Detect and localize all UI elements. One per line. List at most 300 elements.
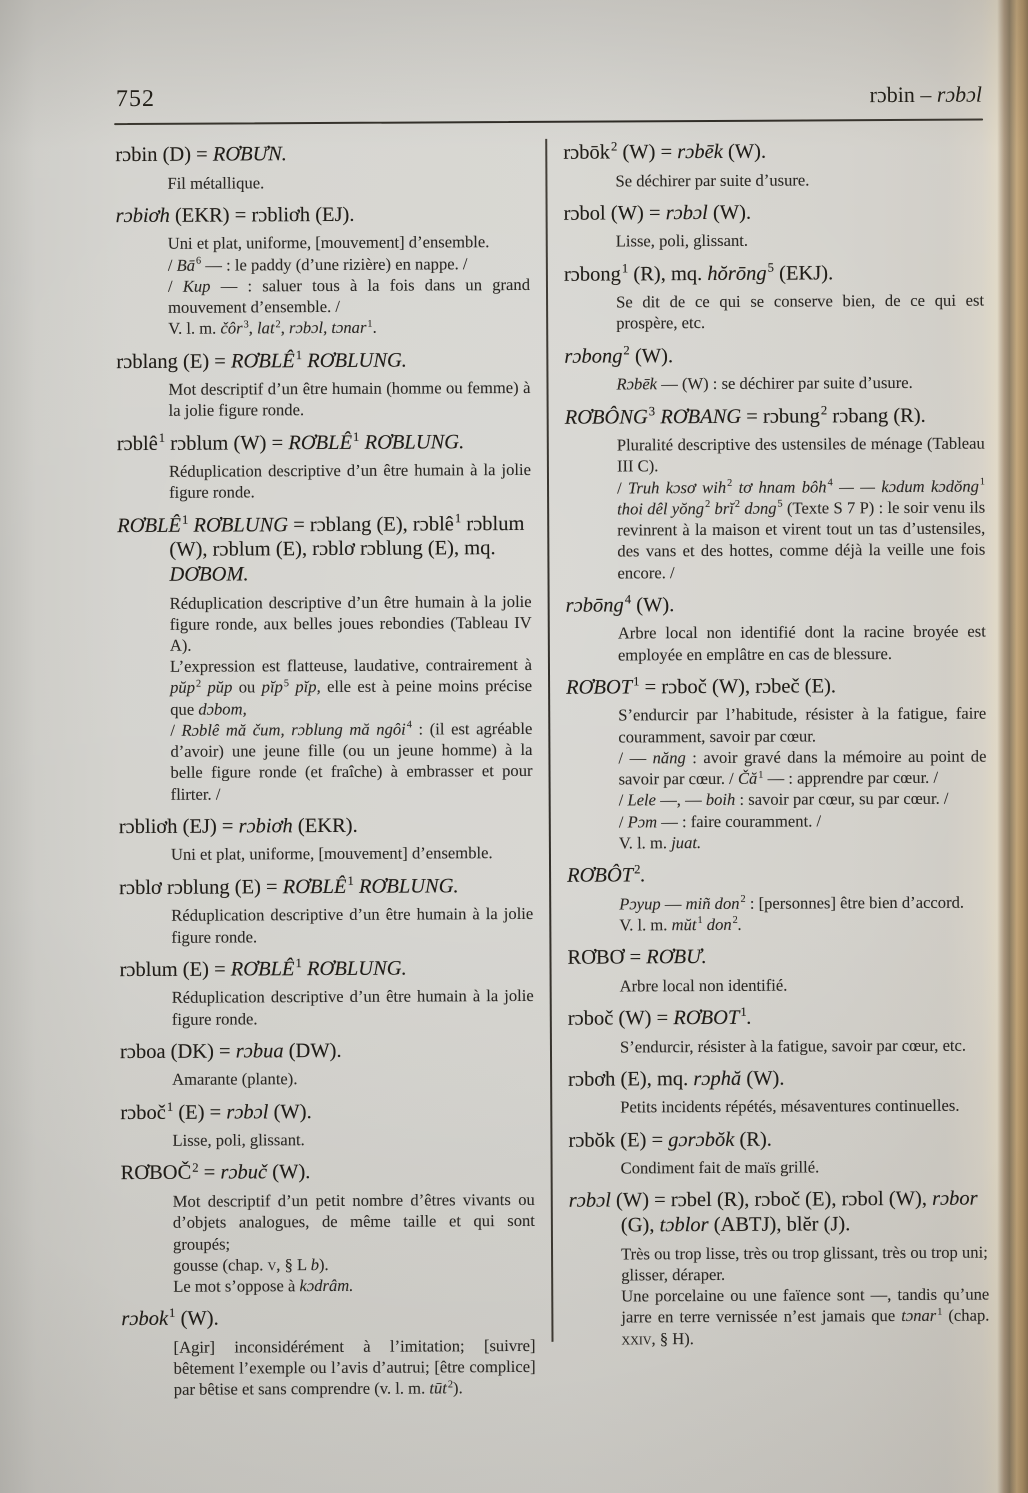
text-segment: — : faire couramment. / (657, 811, 822, 831)
text-segment: —, — (655, 790, 706, 810)
text-segment: DƠBOM. (169, 563, 249, 586)
text-segment: (chap. (942, 1305, 990, 1326)
text-segment: Arbre local non identifié. (619, 975, 788, 996)
text-segment: dɔbom, (198, 699, 247, 719)
text-segment: Se dit de ce qui se conserve bien, de ce qui est prospère, etc. (616, 290, 985, 333)
text-segment: — (660, 893, 686, 913)
entry-definition (170, 590, 532, 656)
text-segment: . (746, 1006, 752, 1029)
text-segment: RƠBLUNG (188, 513, 289, 537)
text-segment: Le mot s’oppose à (173, 1276, 300, 1296)
text-segment: Une porcelaine ou une faïence sont —, tandis qu’une jarre en terre vernissée n’est jamais que (621, 1284, 990, 1327)
text-segment: : (il est agréable d’avoir) une jeune fille (ou un jeune homme) à la belle figure ronde (et fraîche) à embrasser et pour flirter. / (170, 718, 533, 804)
text-segment: rɔbōk (563, 141, 611, 164)
entry-headword (121, 1305, 535, 1332)
text-segment: : savoir par cœur, su par cœur. / (735, 789, 949, 810)
text-segment: RƠBLUNG. (302, 349, 407, 372)
dictionary-entry (568, 1065, 988, 1118)
text-segment: 3 (243, 319, 249, 331)
entry-headword (117, 430, 531, 457)
text-segment: rɔblê (116, 432, 158, 455)
entry-definition (616, 290, 984, 334)
text-segment: brĭ (710, 498, 734, 518)
text-segment: rɔblang (E) = (116, 350, 232, 373)
dictionary-entry (116, 348, 530, 422)
text-segment: (R). (734, 1128, 772, 1151)
text-segment: — : le paddy (d’une rizière) en nappe. / (201, 253, 468, 275)
text-segment: / (618, 790, 628, 810)
text-segment: rɔbong (564, 345, 623, 368)
entry-headword (116, 202, 530, 229)
text-segment: v (267, 1255, 277, 1275)
running-head (870, 82, 983, 109)
text-segment: Pɔyup (619, 893, 661, 914)
text-segment: rɔblum (W) = (165, 431, 289, 455)
text-segment: rɔblum (E) = (119, 958, 231, 981)
dictionary-entry (121, 1159, 536, 1297)
text-segment: 1 (621, 261, 629, 276)
entry-definition (621, 1262, 989, 1285)
dictionary-entry (117, 512, 533, 805)
entry-definition (619, 912, 987, 935)
text-segment: tɔblor (659, 1214, 709, 1237)
dictionary-entry (568, 1126, 988, 1179)
text-segment: = rɔblang (E), rɔblê (287, 513, 454, 536)
entry-definition (168, 253, 530, 276)
text-segment: Réduplication descriptive d’un être humain à la jolie figure ronde, aux belles joues rebondies (Tableau IV A). (169, 591, 532, 655)
text-segment: [Agir] inconsidérément à l’imitation; [suivre] bêtement l’exemple ou l’avis d’autrui; [être complice] par bêtise et sans comprendre (v. l. m. (173, 1335, 536, 1400)
text-segment: , (280, 318, 290, 338)
page-header (116, 82, 982, 114)
text-segment: Pɔm (627, 811, 658, 832)
text-segment: ). (318, 1254, 329, 1274)
text-segment: V. l. m. (619, 915, 672, 935)
text-segment: Mot descriptif d’un petit nombre d’êtres vivants ou d’objets analogues, de même taille et qui sont groupés; (172, 1189, 535, 1254)
text-segment: boih (705, 790, 736, 810)
text-segment: pĭp, (288, 677, 321, 697)
entry-definition (170, 718, 532, 805)
entry-definition (621, 1156, 989, 1179)
text-segment: rɔbor (932, 1188, 978, 1211)
text-segment: 2 (705, 499, 711, 511)
text-segment: 1 (740, 1004, 747, 1019)
text-segment: 1 (158, 430, 166, 445)
text-segment: Truh kɔsơ wih (627, 477, 727, 498)
text-segment: : avoir gravé dans la mémoire au point de savoir par cœur. / (618, 746, 987, 789)
text-segment: RƠBLUNG. (359, 430, 465, 454)
dictionary-entry (567, 862, 987, 936)
entry-headword (568, 1065, 988, 1092)
text-segment: Uni et plat, uniforme, [mouvement] d’ensemble. (170, 843, 493, 865)
dictionary-entry (564, 199, 984, 252)
text-segment: RƠBOČ (120, 1162, 192, 1185)
text-segment: 1 (166, 1099, 174, 1114)
entry-definition (172, 1067, 534, 1090)
entry-definition (168, 377, 530, 421)
column-right (563, 139, 989, 1360)
text-segment: Rɔbēk (616, 374, 658, 394)
text-segment: V. l. m. (168, 318, 221, 339)
entry-definition (620, 1034, 988, 1057)
text-segment: (W). (175, 1307, 219, 1331)
text-segment: rɔbliơh (EJ) = (118, 815, 239, 838)
text-segment: (W). (722, 140, 767, 163)
text-segment: (EKR). (292, 814, 358, 838)
entry-definition (168, 274, 530, 318)
text-segment: L’expression est flatteuse, laudative, contrairement à (169, 655, 533, 677)
text-segment: pŭp (201, 677, 233, 698)
text-segment: Petits incidents répétés, mésaventures continuelles. (620, 1096, 960, 1117)
entry-headword (119, 956, 533, 983)
text-segment: / (616, 478, 629, 498)
dictionary-entry (121, 1305, 535, 1400)
entry-headword (116, 348, 530, 375)
entry-definition (169, 459, 531, 503)
text-segment: RƠBOT (566, 676, 633, 699)
text-segment: Pluralité descriptive des ustensiles de ménage (Tableau III C). (616, 433, 985, 476)
text-segment: dɔng (739, 498, 777, 518)
text-segment: 4 (624, 592, 632, 607)
text-segment: rɔbɔl (936, 81, 983, 107)
entry-definition (619, 788, 987, 811)
text-segment: RƠBLUNG. (353, 874, 459, 898)
text-segment: Lele (627, 790, 657, 810)
entry-definition (616, 372, 984, 395)
dictionary-entry (119, 956, 533, 1030)
dictionary-entry (566, 591, 986, 665)
text-segment: (W) = (617, 141, 678, 164)
text-segment: 1 (295, 956, 302, 971)
entry-headword (568, 1126, 988, 1153)
text-segment: = (198, 1161, 221, 1185)
text-segment: 2 (623, 343, 630, 358)
text-segment: ou (232, 677, 262, 697)
text-segment: glisser, déraper. (621, 1264, 726, 1285)
text-segment: S’endurcir par l’habitude, résister à la fatigue, faire couramment, savoir par cœur. (618, 703, 987, 747)
dictionary-entry (568, 1004, 988, 1057)
entry-definition (168, 231, 530, 254)
text-segment: = rɔbung (741, 404, 820, 428)
entry-headword (565, 403, 985, 430)
text-segment: 1 (454, 511, 462, 526)
text-segment: Très ou trop lisse, très ou trop glissant, très ou trop uni; (620, 1242, 988, 1264)
dictionary-entry (115, 141, 529, 194)
text-segment: juat. (671, 832, 702, 853)
entry-definition (616, 229, 984, 252)
text-segment: don (702, 914, 732, 934)
text-segment: 2 (734, 499, 741, 511)
text-segment: rɔblơ rɔblung (E) = (119, 875, 283, 899)
entry-definition (620, 1095, 988, 1118)
entry-definition (171, 842, 533, 865)
dictionary-entry (569, 1187, 990, 1350)
entry-definition (617, 433, 985, 477)
text-segment: — — kɔdum kɔdŏng (832, 476, 979, 496)
text-segment: / (167, 255, 177, 275)
text-segment: rɔbēk (677, 140, 723, 164)
entry-definition (619, 891, 987, 914)
entry-headword (566, 591, 986, 618)
text-segment: , § L (276, 1254, 311, 1275)
text-segment: 1 (295, 347, 303, 362)
text-segment: rɔbol (W) = (563, 202, 666, 225)
text-segment: rɔboč (120, 1101, 166, 1124)
text-segment: — : apprendre par cœur. / (763, 767, 939, 788)
text-segment: rɔphă (693, 1067, 742, 1090)
text-segment: , § H). (651, 1328, 694, 1348)
text-segment: Arbre local non identifié dont la racine broyée est employée en emplâtre en cas de blessure. (617, 621, 986, 665)
text-segment: RƠBLÊ (288, 431, 353, 454)
dictionary-entry (564, 342, 984, 395)
entry-definition (173, 1274, 535, 1297)
text-segment: (W) = rɔbel (R), rɔboč (E), rɔbol (W), (610, 1188, 933, 1212)
text-segment: Kup (182, 276, 211, 296)
text-segment: 5 (283, 678, 290, 690)
text-segment: rɔbŏk (E) = (568, 1128, 669, 1152)
text-segment: rɔbong (563, 263, 621, 286)
text-segment: 1 (181, 512, 189, 527)
text-segment: RƠBLÊ (282, 875, 347, 898)
text-segment: 1 (367, 318, 373, 330)
entry-definition (172, 985, 534, 1029)
column-left (115, 141, 536, 1411)
text-segment: = rɔboč (W), rɔbeč (E). (639, 675, 837, 699)
entry-headword (564, 260, 984, 287)
text-segment: b (310, 1254, 320, 1274)
text-segment: Amarante (plante). (172, 1069, 298, 1090)
text-segment: rɔblum (W), rɔblum (E), rɔblơ rɔblung (E), mq. (169, 512, 525, 562)
text-segment: Réduplication descriptive d’un être humain à la jolie figure ronde. (168, 460, 531, 503)
text-segment: pŭp (170, 678, 196, 698)
entry-definition (618, 745, 986, 789)
text-segment: pĭp (261, 677, 283, 697)
entry-headword (119, 813, 533, 840)
text-segment: / — (618, 748, 653, 768)
text-segment: 1 (347, 873, 354, 888)
text-segment: Se déchirer par suite d’usure. (615, 170, 810, 191)
text-segment: (W). (741, 1067, 785, 1090)
entry-headword (563, 139, 983, 166)
text-segment: (DW). (283, 1039, 342, 1063)
entry-headword (568, 1004, 988, 1031)
entry-definition (619, 809, 987, 832)
text-segment: 2 (634, 862, 641, 877)
text-segment: RƠBLUNG. (301, 957, 407, 980)
text-segment: Réduplication descriptive d’un être humain à la jolie figure ronde. (171, 904, 534, 947)
text-segment: rɔbin (D) = (115, 143, 213, 167)
text-segment: năng (652, 748, 686, 768)
text-segment: 2 (727, 477, 733, 489)
text-segment: rɔbōng (565, 594, 624, 617)
text-segment: RƠBLÊ (230, 349, 295, 373)
text-segment: — (W) : se déchirer par suite d’usure. (656, 373, 913, 394)
text-segment: 1 (937, 1306, 943, 1318)
text-segment: Čă (737, 768, 758, 788)
text-segment: Mot descriptif d’un être humain (homme ou femme) à la jolie figure ronde. (168, 378, 531, 421)
text-segment: 5 (777, 498, 783, 510)
entry-headword (564, 199, 984, 226)
entry-headword (564, 342, 984, 369)
entry-definition (167, 171, 529, 194)
text-segment: Condiment fait de maïs grillé. (620, 1157, 820, 1178)
text-segment: tūt (429, 1378, 447, 1398)
dictionary-entry (564, 260, 984, 334)
column-divider (545, 139, 553, 1342)
text-segment: lat (256, 318, 275, 338)
entry-definition (621, 1284, 989, 1350)
text-segment: Lisse, poli, glissant. (172, 1130, 305, 1151)
text-segment: 2 (732, 915, 738, 927)
text-segment: (EKJ). (773, 261, 834, 285)
entry-definition (172, 1128, 534, 1151)
text-segment: kɔdrâm. (299, 1275, 354, 1296)
text-segment: rɔbuč (220, 1161, 268, 1184)
text-segment: 2 (192, 1160, 199, 1175)
text-segment: . (640, 864, 646, 887)
text-segment: miñ don (685, 893, 740, 913)
text-segment: rɔbɔl, tɔnar (288, 318, 367, 338)
text-segment: Uni et plat, uniforme, [mouvement] d’ensemble. (167, 232, 490, 254)
text-segment: 1 (352, 429, 360, 444)
entry-definition (618, 621, 986, 665)
entry-definition (621, 1241, 989, 1264)
text-segment: (W). (268, 1100, 312, 1123)
text-segment: rɔbɔl (665, 201, 708, 225)
text-segment: hŏrōng (707, 262, 767, 285)
entry-headword (115, 141, 529, 168)
text-segment: RƠBÔNG (564, 405, 648, 429)
entry-headword (566, 673, 986, 700)
dictionary-entry (119, 874, 533, 948)
entry-headword (567, 944, 987, 971)
text-segment: rɔbiơh (238, 815, 293, 838)
text-segment: rɔbiơh (115, 204, 170, 227)
entry-definition (619, 830, 987, 853)
text-segment: RƠBOT (673, 1006, 740, 1030)
text-segment: (E) = (173, 1101, 227, 1124)
text-segment: 5 (767, 260, 774, 275)
entry-headword (567, 862, 987, 889)
text-segment: 2 (610, 139, 618, 154)
text-segment: RƠBLÊ (230, 957, 295, 981)
text-segment: rɔbang (R). (827, 404, 926, 427)
entry-definition (615, 168, 983, 191)
text-segment: rɔbɔl (568, 1189, 611, 1213)
entry-definition (173, 1335, 535, 1401)
text-segment: rɔbin – (869, 81, 937, 108)
header-rule (114, 119, 983, 126)
dictionary-entry (116, 202, 531, 340)
dictionary-entry (565, 403, 986, 583)
text-segment: 2 (740, 893, 746, 905)
text-segment: xxiv (621, 1328, 652, 1349)
text-segment: 3 (648, 403, 656, 419)
text-segment: tơ hnam bôh (732, 476, 827, 497)
text-segment: . (372, 318, 377, 338)
text-segment: elle est à peine moins précise que (170, 676, 533, 719)
text-segment: thoi dêl yŏng (617, 498, 705, 519)
text-segment: RƠBƠ = (567, 946, 647, 969)
dictionary-entry (563, 139, 983, 192)
text-segment: 6 (196, 255, 202, 267)
entry-headword (569, 1187, 989, 1238)
text-segment: rɔbơh (E), mq. (568, 1067, 694, 1091)
text-segment: Réduplication descriptive d’un être humain à la jolie figure ronde. (171, 986, 534, 1029)
text-segment: Bā (176, 255, 196, 275)
text-segment: rɔbua (235, 1040, 284, 1063)
text-segment: 1 (758, 769, 764, 781)
text-segment: V. l. m. (618, 833, 672, 853)
text-segment: 2 (275, 319, 281, 331)
dictionary-entry (120, 1038, 534, 1091)
text-segment: Lisse, poli, glissant. (615, 231, 749, 251)
text-segment: RƠBLÊ (117, 514, 182, 537)
text-segment: (Texte S 7 P) : le soir venu ils revinrent à la maison et virent tout un tas d’ustensiles, des vans et des hottes, comme déjà la veille une fois encore. / (617, 497, 986, 583)
entry-headword (120, 1038, 534, 1065)
page-number: 752 (115, 85, 156, 113)
entry-headword (119, 874, 533, 901)
text-segment: Fil métallique. (167, 172, 265, 193)
entry-definition (170, 654, 532, 720)
text-segment: : [personnes] être bien d’accord. (745, 892, 965, 913)
text-segment: . (737, 914, 743, 934)
text-segment: (EKR) = rɔbliơh (EJ). (169, 203, 355, 227)
text-segment: (W). (707, 201, 752, 224)
text-segment: gousse (chap. (173, 1255, 268, 1275)
text-segment: Rɔblê mă čum, rɔblung mă ngôi (181, 719, 406, 740)
text-segment: S’endurcir, résister à la fatigue, savoir par cœur, etc. (619, 1035, 967, 1057)
text-segment: gɔrɔbŏk (668, 1128, 735, 1151)
text-segment: 1 (697, 915, 703, 927)
text-segment: 2 (820, 403, 828, 418)
entry-definition (617, 475, 986, 583)
entry-definition (173, 1253, 535, 1276)
text-segment: ). (452, 1378, 463, 1398)
text-segment: / (170, 720, 182, 740)
entry-definition (620, 973, 988, 996)
dictionary-entry (567, 944, 987, 997)
dictionary-entry (566, 673, 987, 853)
text-segment: RƠBANG (655, 405, 742, 428)
entry-definition (173, 1189, 535, 1255)
text-segment: (W). (629, 344, 674, 368)
text-segment: (ABTJ), blĕr (J). (708, 1213, 851, 1237)
entry-headword (120, 1099, 534, 1126)
entry-headword (117, 512, 531, 588)
dictionary-entry (117, 430, 531, 504)
text-segment: (G), (620, 1214, 660, 1237)
text-segment: — : saluer tous à la fois dans un grand mouvement d’ensemble. / (168, 274, 531, 317)
text-segment: 4 (827, 477, 833, 489)
text-segment: tɔnar (901, 1306, 937, 1326)
text-segment: RƠBƯN. (212, 143, 287, 166)
text-segment: (R), mq. (628, 262, 708, 286)
text-segment: / (167, 276, 183, 296)
text-segment: RƠBÔT (567, 864, 634, 887)
entry-definition (171, 903, 533, 947)
text-segment: 2 (447, 1379, 454, 1391)
entry-definition (168, 316, 530, 339)
text-segment: rɔboa (DK) = (119, 1040, 236, 1063)
dictionary-entry (119, 813, 533, 866)
text-segment: 2 (195, 678, 202, 690)
entry-headword (121, 1159, 535, 1186)
text-segment: 1 (633, 674, 640, 689)
text-segment: mŭt (671, 914, 697, 935)
entry-definition (618, 703, 986, 747)
text-segment: , (248, 318, 258, 338)
text-segment: rɔbɔl (226, 1100, 269, 1124)
